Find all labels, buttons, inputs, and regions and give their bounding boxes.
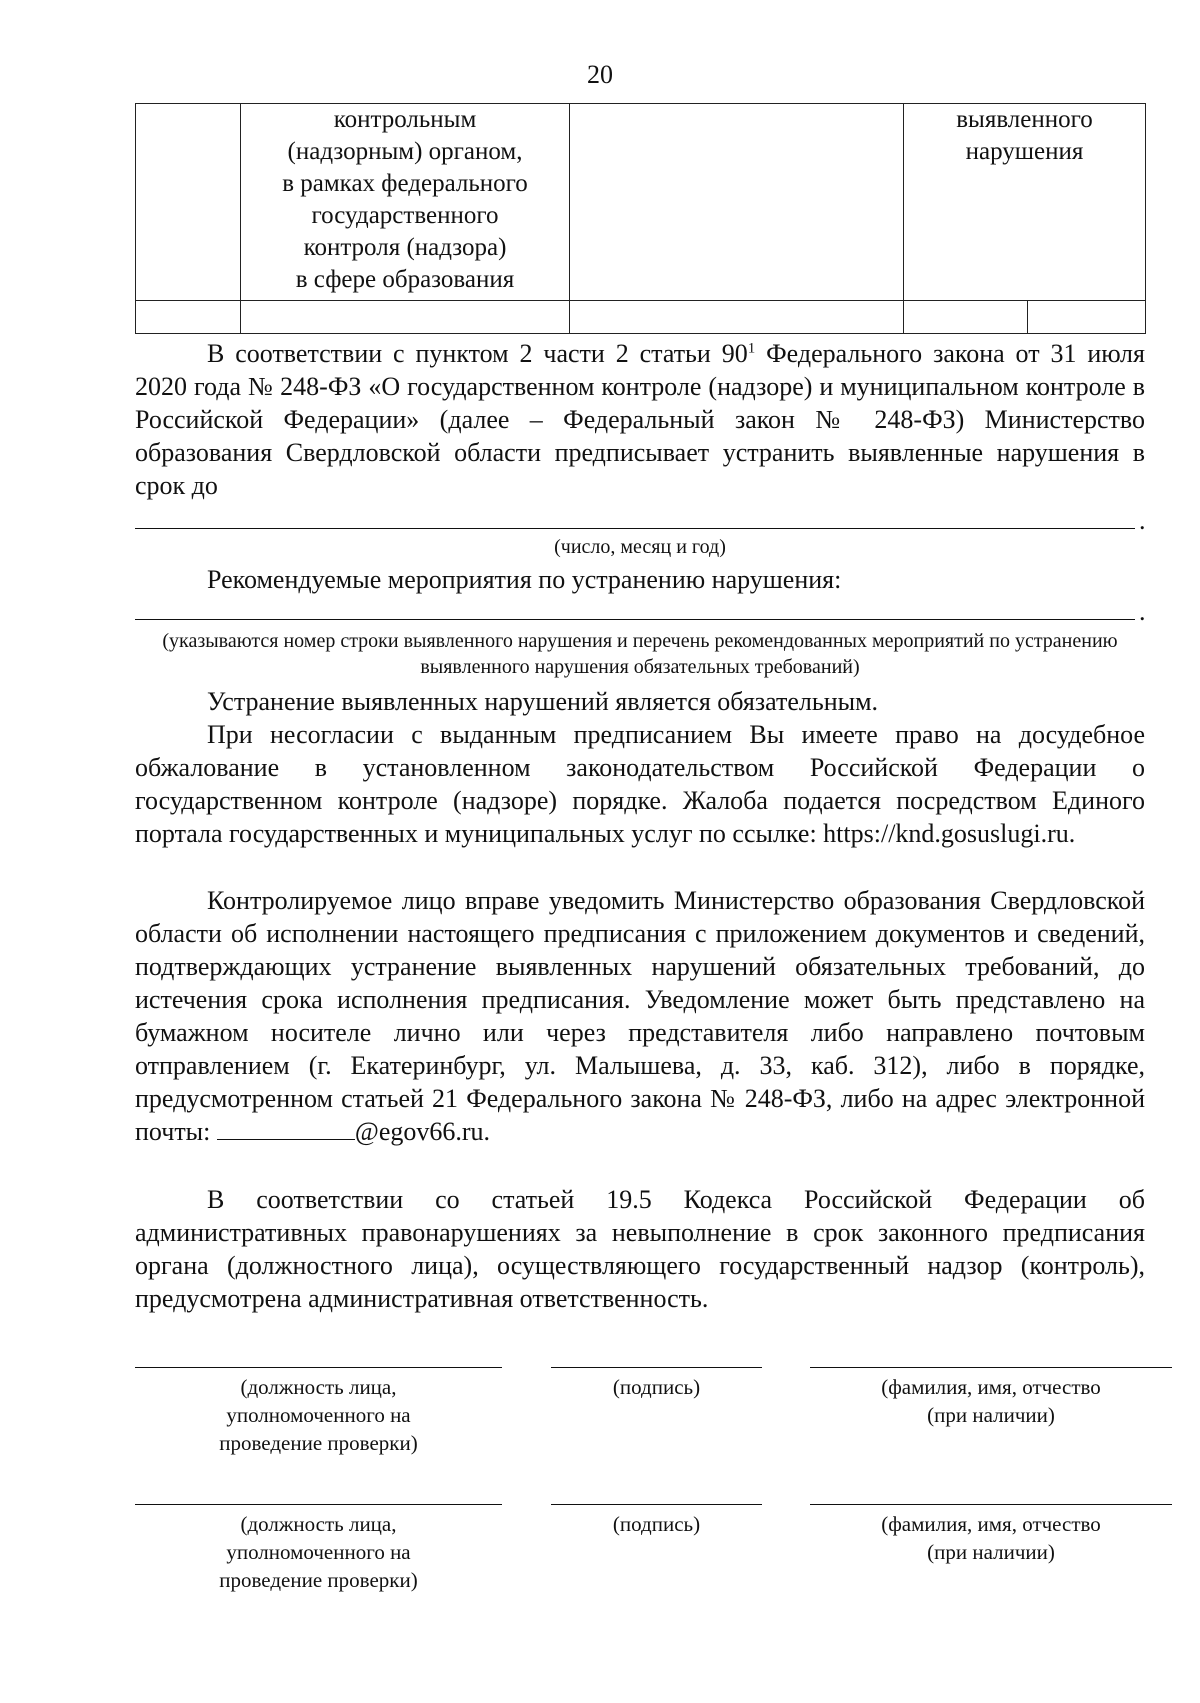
prescription-text-start: В соответствии с пунктом 2 части 2 статьи 90 xyxy=(207,339,748,368)
email-domain: @egov66.ru. xyxy=(354,1117,491,1146)
position-signature-line[interactable] xyxy=(135,1367,502,1368)
period-mark: . xyxy=(1139,506,1146,535)
violations-table xyxy=(135,103,1146,334)
signature-caption: (подпись) xyxy=(612,1512,701,1536)
signature-line[interactable] xyxy=(551,1504,762,1505)
table-cell-empty xyxy=(570,301,904,334)
article-superscript: 1 xyxy=(747,340,756,357)
position-caption: (должность лица, уполномоченного на проведение проверки) xyxy=(219,1512,418,1592)
table-cell-empty xyxy=(904,301,1028,334)
recommended-caption: (указываются номер строки выявленного нарушения и перечень рекомендованных мероприятий по устранению выявленного нарушения обязательных требований) xyxy=(162,630,1118,678)
prescription-text-end: Федерального закона от 31 июля 2020 года № 248-ФЗ «О государственном контроле (надзоре) и муниципальном контроле в Российской Федерации» (далее – Федеральный закон № 248-ФЗ) Министерство образования Свердловской области предписывает устранить выявленные нарушения в срок до xyxy=(135,339,1145,500)
paragraph-appeal: При несогласии с выданным предписанием Вы имеете право на досудебное обжалование в установленном законодательством Российской Федерации о государственном контроле (надзоре) порядке. Жалоба подается посредством Единого портала государственных и муниципальных услуг по ссылке: https://knd.gosuslugi.ru. xyxy=(135,720,1145,848)
signature-line[interactable] xyxy=(551,1367,762,1368)
period-mark: . xyxy=(1139,597,1146,626)
position-caption: (должность лица, уполномоченного на проведение проверки) xyxy=(219,1375,418,1455)
signature-caption: (подпись) xyxy=(612,1375,701,1399)
email-fill-blank[interactable] xyxy=(217,1117,355,1140)
table-cell-authority: контрольным (надзорным) органом, в рамках федерального государственного контроля (надзора) в сфере образования xyxy=(241,104,570,301)
table-cell-empty xyxy=(136,301,241,334)
paragraph-mandatory: Устранение выявленных нарушений является обязательным. xyxy=(207,687,879,716)
table-row xyxy=(136,104,1146,301)
date-fill-line[interactable] xyxy=(135,528,1135,529)
paragraph-notify: Контролируемое лицо вправе уведомить Министерство образования Свердловской области об исполнении настоящего предписания с приложением документов и сведений, подтверждающих устранение выявленных нарушений обязательных требований, до истечения срока исполнения предписания. Уведомление может быть представлено на бумажном носителе лично или через представителя либо направлено почтовым отправлением (г. Екатеринбург, ул. Малышева, д. 33, каб. 312), либо в порядке, предусмотренном статьей 21 Федерального закона № 248-ФЗ, либо на адрес электронной почты: @egov66.ru. xyxy=(135,886,1145,1146)
name-signature-line[interactable] xyxy=(810,1367,1172,1368)
table-cell-violation: выявленного нарушения xyxy=(904,104,1146,301)
table-cell-number xyxy=(136,104,241,301)
name-signature-line[interactable] xyxy=(810,1504,1172,1505)
recommended-heading: Рекомендуемые мероприятия по устранению нарушения: xyxy=(207,565,842,594)
table-cell-empty xyxy=(241,301,570,334)
paragraph-liability: В соответствии со статьей 19.5 Кодекса Российской Федерации об административных правонарушениях за невыполнение в срок законного предписания органа (должностного лица), осуществляющего государственный надзор (контроль), предусмотрена административная ответственность. xyxy=(135,1185,1145,1313)
recommended-fill-line[interactable] xyxy=(135,619,1135,620)
paragraph-prescription xyxy=(135,337,1145,502)
table-row xyxy=(136,301,1146,334)
position-signature-line[interactable] xyxy=(135,1504,502,1505)
table-cell-empty xyxy=(1028,301,1146,334)
name-caption: (фамилия, имя, отчество (при наличии) xyxy=(881,1375,1101,1427)
name-caption: (фамилия, имя, отчество (при наличии) xyxy=(881,1512,1101,1564)
date-caption: (число, месяц и год) xyxy=(554,536,726,558)
table-cell-requirement xyxy=(570,104,904,301)
page-number: 20 xyxy=(587,60,613,89)
